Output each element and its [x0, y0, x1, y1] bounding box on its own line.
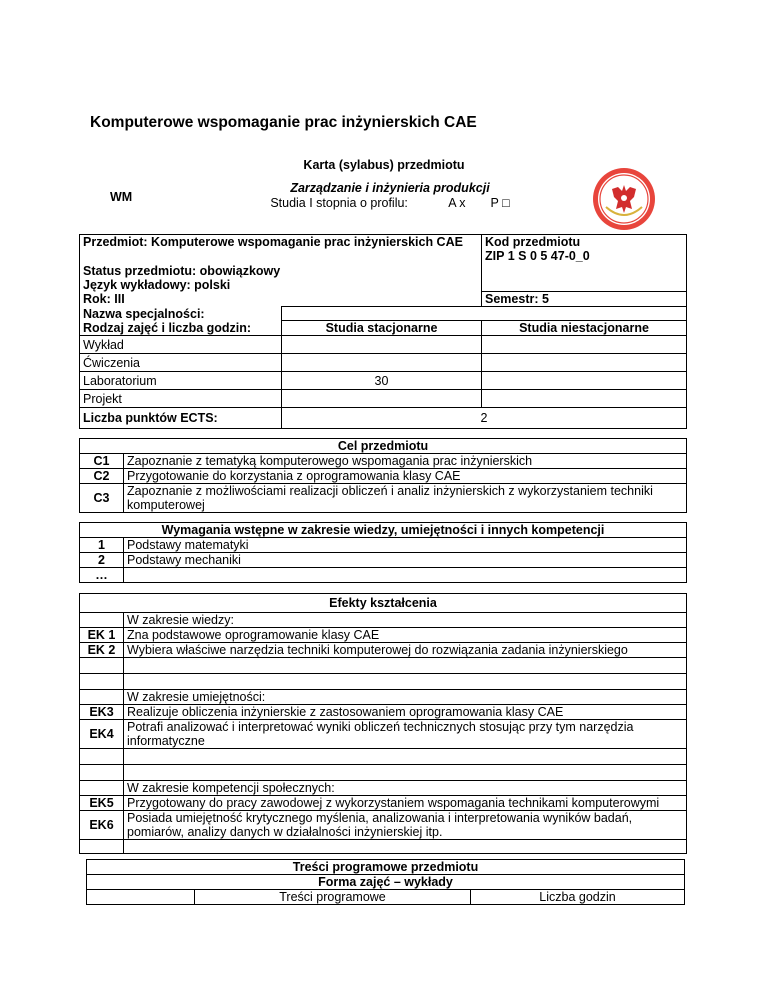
document-title: Komputerowe wspomaganie prac inżynierskich CAE [90, 114, 477, 131]
przedmiot-cell: Przedmiot: Komputerowe wspomaganie prac inżynierskich CAE [80, 235, 482, 264]
cel-text: Przygotowanie do korzystania z oprogramowania klasy CAE [124, 469, 687, 484]
karta-heading: Karta (sylabus) przedmiotu [303, 158, 465, 172]
cel-id: C1 [80, 454, 124, 469]
wymaganie-text [124, 568, 687, 583]
stacjonarne-header: Studia stacjonarne [282, 321, 482, 336]
tresci-table [86, 859, 685, 905]
university-logo-icon [592, 167, 656, 231]
kierunek-name: Zarządzanie i inżynieria produkcji [290, 181, 490, 195]
wymaganie-id: 2 [80, 553, 124, 568]
wymaganie-text: Podstawy mechaniki [124, 553, 687, 568]
ek-text: Posiada umiejętność krytycznego myślenia, analizowania i interpretowania wyników badań, pomiarów, analizy danych w działalności inżynierskiej itp. [124, 811, 687, 840]
rodzaj-cell: Rodzaj zajęć i liczba godzin: [80, 321, 282, 336]
kod-label: Kod przedmiotu [485, 235, 581, 249]
wymagania-table [79, 522, 687, 583]
wymaganie-id: … [80, 568, 124, 583]
cel-text: Zapoznanie z tematyką komputerowego wspomagania prac inżynierskich [124, 454, 687, 469]
projekt-nst [482, 390, 687, 408]
projekt-st [282, 390, 482, 408]
laboratorium-label: Laboratorium [80, 372, 282, 390]
wymaganie-id: 1 [80, 538, 124, 553]
wiedza-label: W zakresie wiedzy: [124, 613, 687, 628]
info-table [79, 234, 687, 429]
ek-id: EK3 [80, 705, 124, 720]
cwiczenia-nst [482, 354, 687, 372]
ek-id: EK 1 [80, 628, 124, 643]
cwiczenia-label: Ćwiczenia [80, 354, 282, 372]
semestr-cell: Semestr: 5 [482, 292, 687, 307]
efekty-header: Efekty kształcenia [80, 594, 687, 613]
ects-label: Liczba punktów ECTS: [80, 408, 282, 429]
ek-text: Potrafi analizować i interpretować wyniki obliczeń technicznych stosując przy tym narzędzia informatyczne [124, 720, 687, 749]
laboratorium-st: 30 [282, 372, 482, 390]
godziny-col-header: Liczba godzin [471, 890, 685, 905]
kod-value: ZIP 1 S 0 5 47-0_0 [485, 249, 590, 263]
wymagania-header: Wymagania wstępne w zakresie wiedzy, umiejętności i innych kompetencji [80, 523, 687, 538]
status-cell: Status przedmiotu: obowiązkowy [80, 264, 482, 278]
efekty-table [79, 593, 687, 854]
specjalnosc-cell: Nazwa specjalności: [80, 307, 282, 321]
profil-line [245, 196, 535, 210]
profil-label: Studia I stopnia o profilu: [270, 196, 408, 210]
wyklad-label: Wykład [80, 336, 282, 354]
umiejetnosci-label: W zakresie umiejętności: [124, 690, 687, 705]
rok-cell: Rok: III [80, 292, 482, 307]
ek-text: Przygotowany do pracy zawodowej z wykorzystaniem wspomagania technikami komputerowymi [124, 796, 687, 811]
ek-text: Zna podstawowe oprogramowanie klasy CAE [124, 628, 687, 643]
ects-value: 2 [282, 408, 687, 429]
cel-id: C2 [80, 469, 124, 484]
cel-table [79, 438, 687, 513]
laboratorium-nst [482, 372, 687, 390]
cel-id: C3 [80, 484, 124, 513]
wymaganie-text: Podstawy matematyki [124, 538, 687, 553]
cwiczenia-st [282, 354, 482, 372]
kod-cell [482, 235, 687, 264]
cel-text: Zapoznanie z możliwościami realizacji obliczeń i analiz inżynierskich z wykorzystaniem techniki komputerowej [124, 484, 687, 513]
profil-a: A x [448, 196, 466, 210]
tresci-col-header: Treści programowe [195, 890, 471, 905]
ek-text: Wybiera właściwe narzędzia techniki komputerowej do rozwiązania zadania inżynierskiego [124, 643, 687, 658]
ek-id: EK4 [80, 720, 124, 749]
tresci-header: Treści programowe przedmiotu [87, 860, 685, 875]
ek-text: Realizuje obliczenia inżynierskie z zastosowaniem oprogramowania klasy CAE [124, 705, 687, 720]
wyklad-st [282, 336, 482, 354]
cel-header: Cel przedmiotu [80, 439, 687, 454]
forma-header: Forma zajęć – wykłady [87, 875, 685, 890]
kompetencje-label: W zakresie kompetencji społecznych: [124, 781, 687, 796]
jezyk-cell: Język wykładowy: polski [80, 278, 482, 292]
ek-id: EK5 [80, 796, 124, 811]
wm-label: WM [110, 190, 133, 204]
niestacjonarne-header: Studia niestacjonarne [482, 321, 687, 336]
wyklad-nst [482, 336, 687, 354]
projekt-label: Projekt [80, 390, 282, 408]
ek-id: EK 2 [80, 643, 124, 658]
profil-p: P □ [490, 196, 510, 210]
ek-id: EK6 [80, 811, 124, 840]
